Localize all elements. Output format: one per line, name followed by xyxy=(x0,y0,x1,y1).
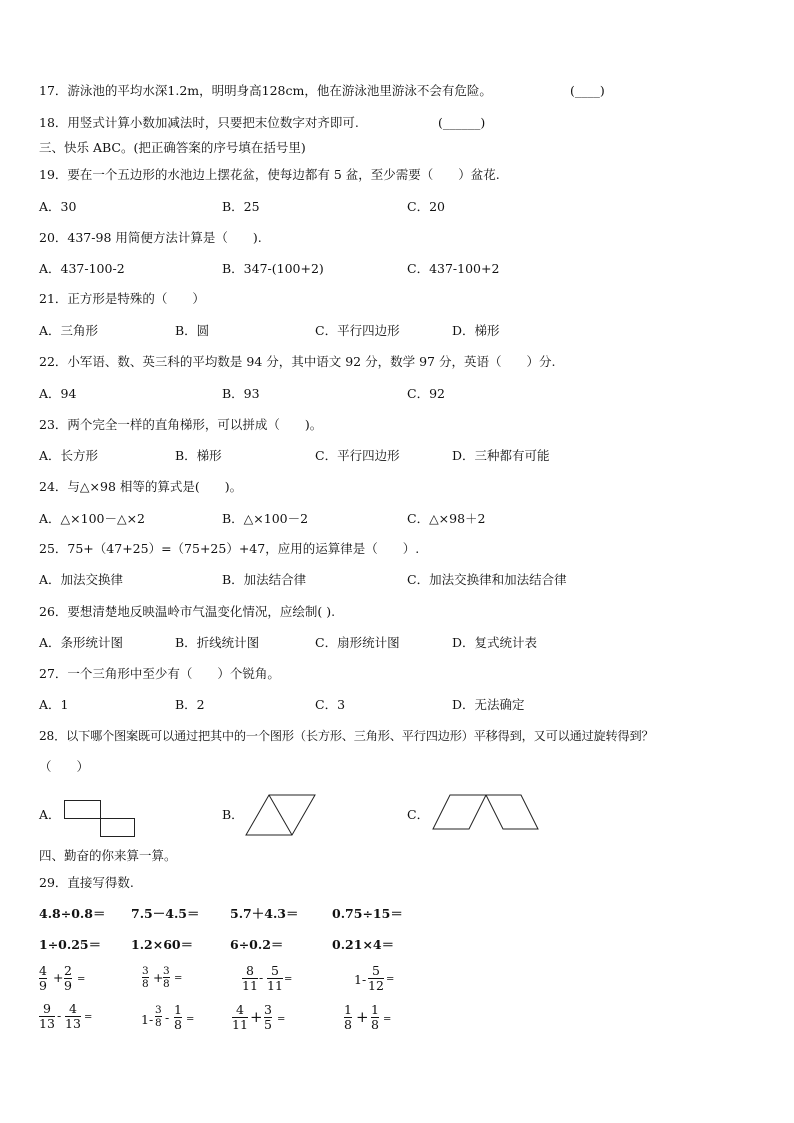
question-27: 27．一个三角形中至少有（ ）个锐角。 xyxy=(39,666,280,681)
calc-item: 7.5－4.5＝ xyxy=(131,906,200,921)
option-c[interactable]: C．3 xyxy=(315,697,346,712)
option-d[interactable]: D．三种都有可能 xyxy=(452,448,550,463)
option-d[interactable]: D．无法确定 xyxy=(452,697,525,712)
option-a[interactable]: A．1 xyxy=(39,697,69,712)
option-b[interactable]: B．25 xyxy=(222,199,260,214)
option-c[interactable]: C．扇形统计图 xyxy=(315,635,400,650)
figure-c-parallelograms xyxy=(432,794,540,830)
option-b[interactable]: B．93 xyxy=(222,386,260,401)
question-22: 22．小军语、数、英三科的平均数是 94 分，其中语文 92 分，数学 97 分，英语（ ）分. xyxy=(39,354,556,369)
option-c[interactable]: C．△×98＋2 xyxy=(407,511,486,526)
option-a[interactable]: A．加法交换律 xyxy=(39,572,124,587)
calc-item: 4.8÷0.8＝ xyxy=(39,906,106,921)
question-17 xyxy=(39,83,492,99)
option-a[interactable]: A．94 xyxy=(39,386,77,401)
question-26: 26．要想清楚地反映温岭市气温变化情况，应绘制( ). xyxy=(39,604,336,619)
option-a[interactable]: A．长方形 xyxy=(39,448,99,463)
question-24: 24．与△×98 相等的算式是( )。 xyxy=(39,479,243,494)
question-18 xyxy=(39,115,359,131)
option-a[interactable]: A．437-100-2 xyxy=(39,261,125,276)
option-a[interactable]: A． xyxy=(39,807,61,822)
answer-paren[interactable]: （ ） xyxy=(39,759,90,774)
option-d[interactable]: D．复式统计表 xyxy=(452,635,538,650)
question-20: 20．437-98 用简便方法计算是（ ). xyxy=(39,230,262,245)
section-heading: 四、勤奋的你来算一算。 xyxy=(39,848,177,863)
option-c[interactable]: C． xyxy=(407,807,430,822)
option-b[interactable]: B．347-(100+2) xyxy=(222,261,324,276)
question-29: 29．直接写得数. xyxy=(39,875,134,890)
option-c[interactable]: C．平行四边形 xyxy=(315,448,400,463)
option-c[interactable]: C．92 xyxy=(407,386,445,401)
section-heading: 三、快乐 ABC。(把正确答案的序号填在括号里) xyxy=(39,140,306,155)
option-d[interactable]: D．梯形 xyxy=(452,323,500,338)
option-a[interactable]: A．△×100－△×2 xyxy=(39,511,146,526)
question-21: 21．正方形是特殊的（ ） xyxy=(39,291,205,306)
option-c[interactable]: C．437-100+2 xyxy=(407,261,500,276)
figure-b-triangles xyxy=(245,794,317,836)
calc-item: 0.75÷15＝ xyxy=(332,906,403,921)
option-b[interactable]: B．圆 xyxy=(175,323,210,338)
question-25: 25．75+（47+25）=（75+25）+47，应用的运算律是（ ）. xyxy=(39,541,420,556)
option-a[interactable]: A．三角形 xyxy=(39,323,99,338)
option-a[interactable]: A．条形统计图 xyxy=(39,635,124,650)
calc-item: 1.2×60＝ xyxy=(131,937,194,952)
calc-item: 0.21×4＝ xyxy=(332,937,395,952)
calc-item: 5.7＋4.3＝ xyxy=(230,906,299,921)
option-b[interactable]: B．△×100－2 xyxy=(222,511,309,526)
option-c[interactable]: C．平行四边形 xyxy=(315,323,400,338)
option-a[interactable]: A．30 xyxy=(39,199,77,214)
question-23: 23．两个完全一样的直角梯形，可以拼成（ )。 xyxy=(39,417,323,432)
option-c[interactable]: C．加法交换律和加法结合律 xyxy=(407,572,567,587)
calc-item: 6÷0.2＝ xyxy=(230,937,284,952)
question-text: 17．游泳池的平均水深1.2m，明明身高128cm，他在游泳池里游泳不会有危险。 xyxy=(39,83,492,98)
question-28: 28．以下哪个图案既可以通过把其中的一个图形（长方形、三角形、平行四边形）平移得到，又可以通过旋转得到？ xyxy=(39,729,654,743)
option-b[interactable]: B． xyxy=(222,807,244,822)
answer-blank[interactable]: (______) xyxy=(438,115,486,130)
option-b[interactable]: B．折线统计图 xyxy=(175,635,260,650)
calc-item: 1÷0.25＝ xyxy=(39,937,102,952)
option-b[interactable]: B．梯形 xyxy=(175,448,222,463)
option-c[interactable]: C．20 xyxy=(407,199,445,214)
question-text: 18．用竖式计算小数加减法时，只要把末位数字对齐即可. xyxy=(39,115,359,130)
answer-blank[interactable]: (____) xyxy=(570,83,605,98)
option-b[interactable]: B．2 xyxy=(175,697,205,712)
question-19: 19．要在一个五边形的水池边上摆花盆，使每边都有 5 盆，至少需要（ ）盆花. xyxy=(39,167,500,182)
figure-a-rectangles xyxy=(64,800,136,838)
option-b[interactable]: B．加法结合律 xyxy=(222,572,307,587)
